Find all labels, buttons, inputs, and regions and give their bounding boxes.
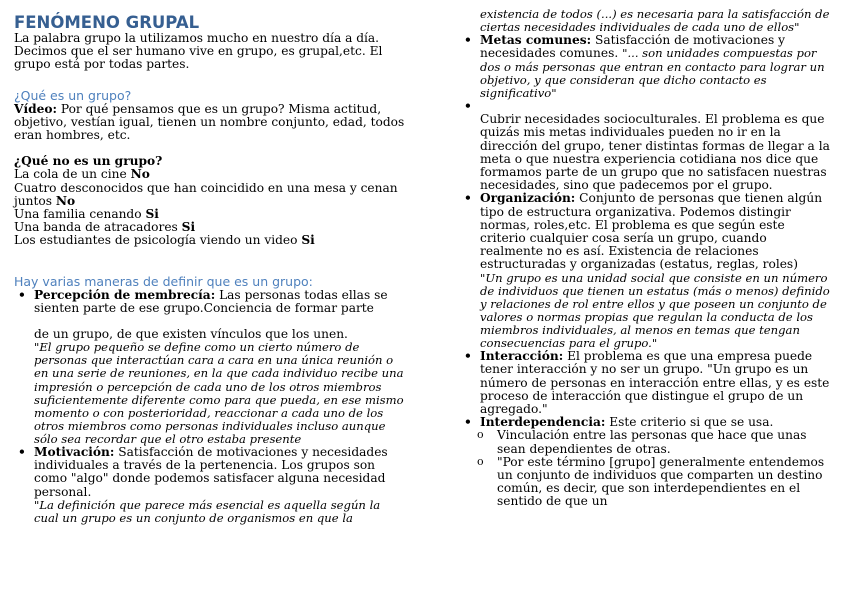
interdependencia-subitem: o Vinculación entre las personas que hace que unas sean dependientes de otras.	[460, 429, 832, 455]
necesidades-paragraph: • Cubrir necesidades socioculturales. El problema es que quizás mis metas individuales pueden no ir en la dirección del grupo, tener distintas formas de llegar a la meta o que nuestra experiencia cotidiana nos dice que formamos parte de un grupo que no satisfacen nuestras necesidades, sino que padecemos por el grupo.	[480, 112, 830, 193]
criterion-motivacion	[14, 446, 406, 525]
example-item: Una familia cenando Si	[14, 207, 159, 222]
motivacion-label: Motivación:	[34, 445, 115, 459]
left-column	[14, 14, 406, 525]
example-answer: Si	[301, 233, 315, 248]
example-item: Cuatro desconocidos que han coincidido en una mesa y cenan juntos No	[14, 180, 398, 208]
example-item: Una banda de atracadores Si	[14, 220, 196, 235]
examples-list	[14, 168, 406, 247]
motivacion-quote: "La definición que parece más esencial es aquella según la cual un grupo es un conjunto de organismos en que la	[34, 497, 381, 525]
metas-quote: "... son unidades compuestas por dos o más personas que entran en contacto para lograr un objetivo, y que consideran que dicho contacto es significativo"	[480, 46, 825, 100]
example-answer: No	[55, 193, 76, 208]
video-text: Por qué pensamos que es un grupo? Misma actitud, objetivo, vestían igual, tienen un nombre conjunto, edad, todos eran hombres, etc.	[14, 101, 405, 143]
example-answer: No	[130, 167, 150, 182]
organizacion-quote: "Un grupo es una unidad social que consiste en un número de individuos que tienen un estatus (más o menos) definido y relaciones de rol entre ellos y que poseen un conjunto de valores o normas propias que regulan la conducta de los miembros individuales, al menos en temas que tengan consecuencias para el grupo."	[480, 270, 830, 351]
percepcion-label: Percepción de membrecía:	[34, 287, 216, 302]
criteria-list-right	[460, 34, 832, 429]
document-title: FENÓMENO GRUPAL	[14, 13, 200, 32]
example-item: La cola de un cine No	[14, 167, 150, 182]
criteria-list-left	[14, 289, 406, 525]
interaccion-text: El problema es que una empresa puede tener interacción y no ser un grupo. "Un grupo es un número de personas en interacción entre ellas, y es este proceso de interacción que distingue el grupo de un agregado."	[480, 349, 830, 417]
video-paragraph	[14, 103, 406, 143]
interdependencia-subitem: o "Por este término [grupo] generalmente entendemos un conjunto de individuos que comparten un destino común, es decir, que son interdependientes en el sentido de que un	[460, 456, 832, 509]
percepcion-quote: "El grupo pequeño se define como un cierto número de personas que interactúan cara a cara en una única reunión o en una serie de reuniones, en la que cada individuo recibe una impresión o percepción de cada uno de los otros miembros suficientemente diferente como para que pueda, en ese mismo momento o con posterioridad, reaccionar a cada uno de los otros miembros como personas individuales incluso aunque sólo sea recordar que el otro estaba presente	[34, 340, 404, 446]
organizacion-label: Organización:	[480, 191, 576, 206]
criterion-percepcion	[14, 289, 406, 446]
video-label: Vídeo:	[14, 101, 57, 116]
percepcion-continuation: de un grupo, de que existen vínculos que los unen.	[34, 327, 348, 342]
interdependencia-text: Este criterio si que se usa.	[605, 415, 774, 430]
empty-bullet	[460, 100, 832, 192]
what-is-group-heading: ¿Qué es un grupo?	[14, 87, 132, 103]
ways-heading: Hay varias maneras de definir que es un grupo:	[14, 273, 313, 289]
percepcion-text: Las personas todas ellas se sienten parte de ese grupo.Conciencia de formar parte	[34, 287, 388, 315]
example-answer: Si	[145, 207, 159, 222]
what-is-not-group-heading: ¿Qué no es un grupo?	[14, 154, 163, 169]
intro-paragraph: La palabra grupo la utilizamos mucho en nuestro día a día. Decimos que el ser humano vive en grupo, es grupal,etc. El grupo está por todas partes.	[14, 31, 383, 72]
example-item: Los estudiantes de psicología viendo un video Si	[14, 233, 315, 248]
criterion-organizacion	[460, 192, 832, 350]
interdependencia-label: Interdependencia:	[480, 415, 606, 430]
interaccion-label: Interacción:	[480, 349, 564, 364]
motivacion-text: Satisfacción de motivaciones y necesidades individuales a través de la pertenencia. Los grupos son como "algo" donde podemos satisfacer alguna necesidad personal.	[34, 445, 388, 499]
example-answer: Si	[181, 220, 196, 235]
metas-text: Satisfacción de motivaciones y necesidades comunes.	[480, 33, 785, 61]
organizacion-text: Conjunto de personas que tienen algún tipo de estructura organizativa. Podemos distingir normas, roles,etc. El problema es que según este criterio cualquier cosa sería un grupo, cuando realmente no es así. Existencia de relaciones estructuradas y organizadas (estatus, reglas, roles)	[480, 191, 823, 272]
criterion-interaccion	[460, 350, 832, 416]
criterion-metas	[460, 34, 832, 100]
metas-label: Metas comunes:	[480, 33, 592, 48]
interdependencia-sublist	[460, 429, 832, 508]
motivacion-quote-continuation: existencia de todos (...) es necesaria para la satisfacción de ciertas necesidades individuales de cada uno de ellos"	[480, 7, 830, 35]
right-column	[460, 8, 832, 509]
